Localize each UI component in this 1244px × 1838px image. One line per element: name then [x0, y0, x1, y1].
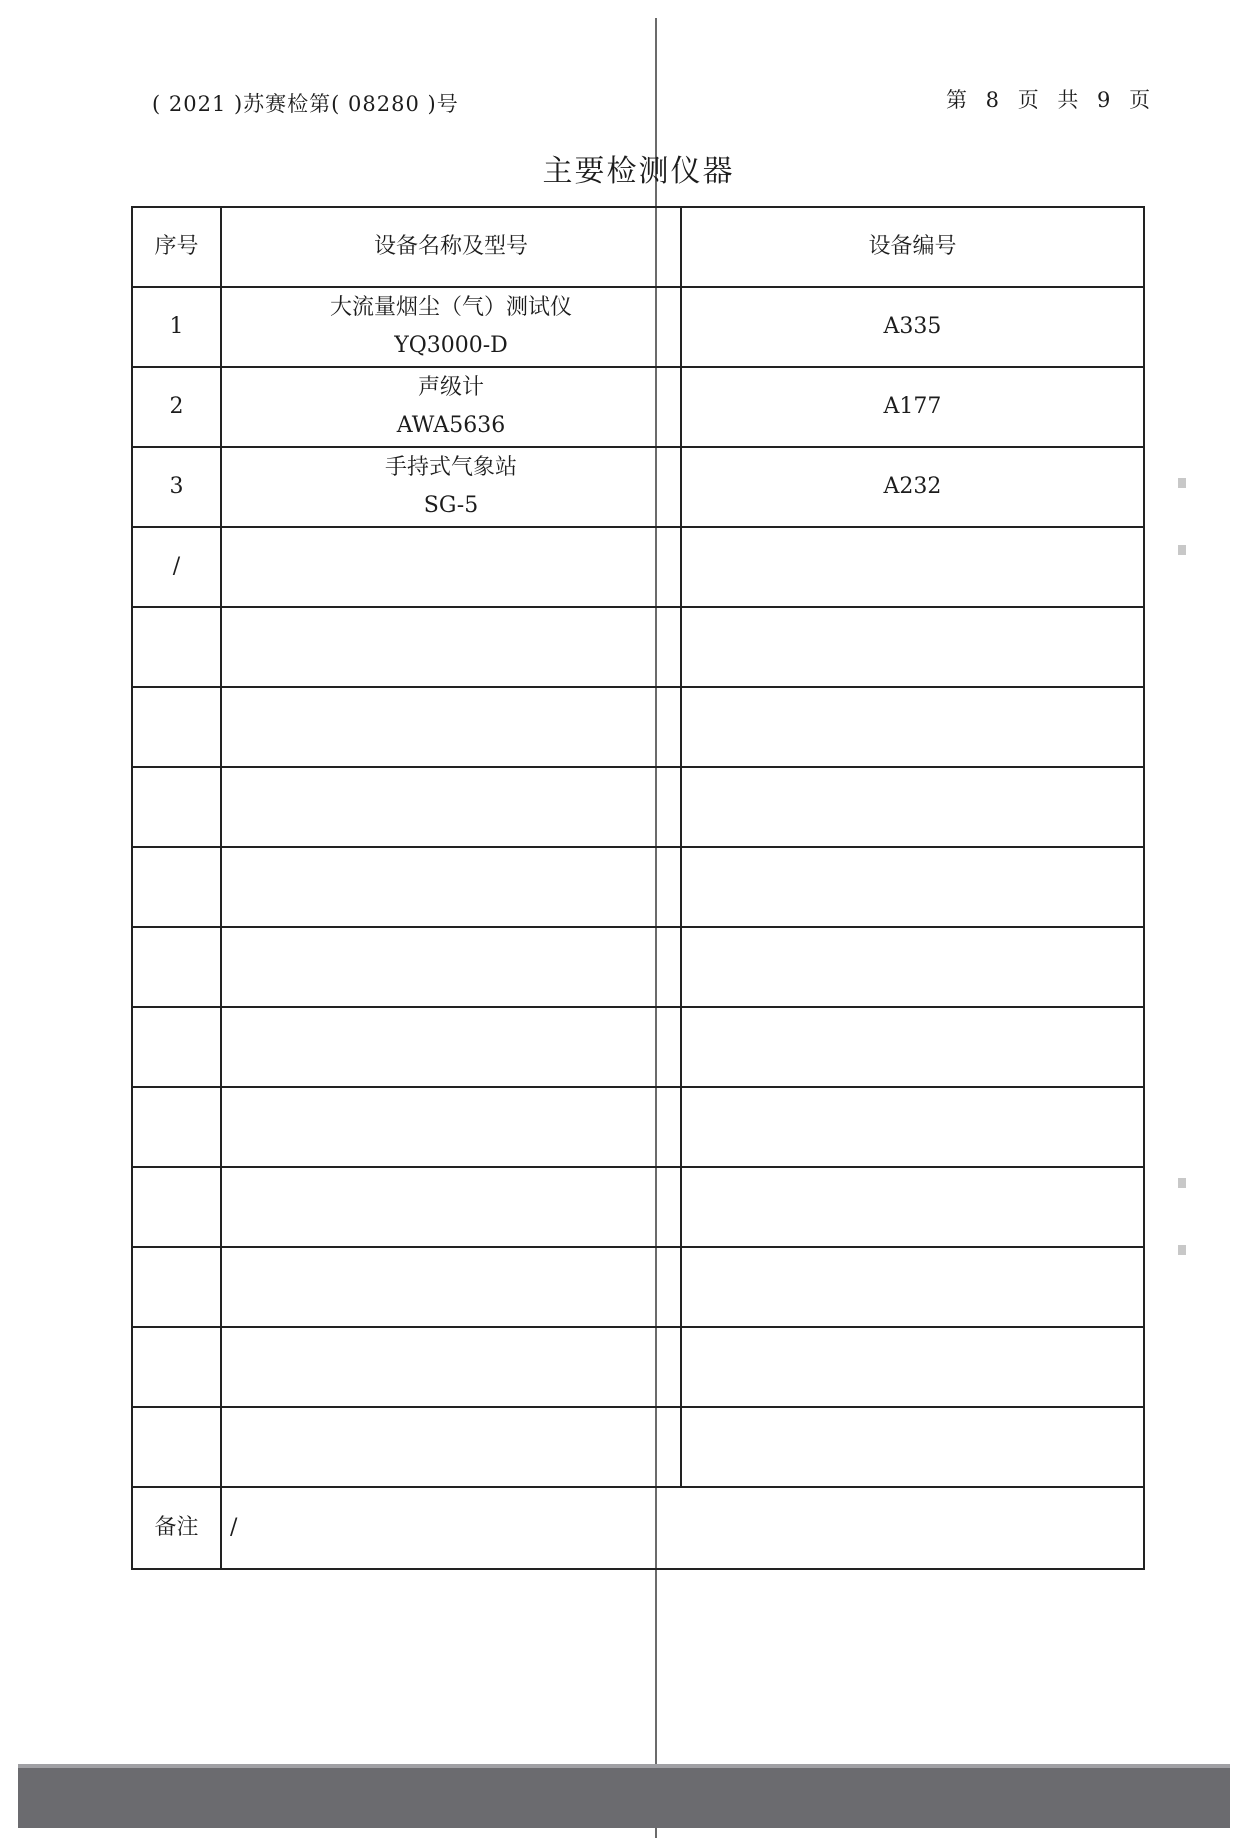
remarks-row	[132, 1487, 1144, 1569]
remarks-label: 备注	[132, 1487, 221, 1569]
cell-code	[681, 847, 1144, 927]
table-row	[132, 1167, 1144, 1247]
cell-code	[681, 527, 1144, 607]
cell-name-model	[221, 767, 681, 847]
cell-code	[681, 1327, 1144, 1407]
column-header-no: 序号	[132, 207, 221, 287]
cell-code: A335	[681, 287, 1144, 367]
cell-no	[132, 1407, 221, 1487]
table-header-row	[132, 207, 1144, 287]
cell-no	[132, 1327, 221, 1407]
column-header-code: 设备编号	[681, 207, 1144, 287]
cell-name-model	[221, 687, 681, 767]
scan-edge-mark	[1178, 545, 1186, 555]
cell-model: YQ3000-D	[394, 333, 508, 358]
cell-name-model	[221, 1247, 681, 1327]
cell-name: 声级计	[417, 375, 484, 400]
table-row	[132, 527, 1144, 607]
cell-name-model	[221, 287, 681, 367]
cell-no	[132, 687, 221, 767]
cell-no: /	[132, 527, 221, 607]
cell-no	[132, 847, 221, 927]
cell-code	[681, 767, 1144, 847]
cell-code: A177	[681, 367, 1144, 447]
scan-edge-mark	[1178, 478, 1186, 488]
cell-name-model	[221, 367, 681, 447]
table-row	[132, 287, 1144, 367]
table-row	[132, 607, 1144, 687]
cell-name-model	[221, 607, 681, 687]
cell-name-model	[221, 1167, 681, 1247]
table-row	[132, 767, 1144, 847]
cell-no	[132, 1167, 221, 1247]
cell-no: 1	[132, 287, 221, 367]
table-row	[132, 367, 1144, 447]
cell-code	[681, 1167, 1144, 1247]
cell-code	[681, 1247, 1144, 1327]
cell-name-model	[221, 447, 681, 527]
cell-code	[681, 927, 1144, 1007]
cell-name-model	[221, 1407, 681, 1487]
cell-no	[132, 1007, 221, 1087]
scan-edge-mark	[1178, 1178, 1186, 1188]
cell-name: 大流量烟尘（气）测试仪	[329, 295, 572, 320]
table-row	[132, 847, 1144, 927]
cell-code: A232	[681, 447, 1144, 527]
table-row	[132, 687, 1144, 767]
cell-no	[132, 927, 221, 1007]
cell-code	[681, 1407, 1144, 1487]
table-row	[132, 927, 1144, 1007]
table-row	[132, 447, 1144, 527]
page-info: 第 8 页 共 9 页	[946, 88, 1157, 112]
column-header-name-model: 设备名称及型号	[221, 207, 681, 287]
cell-no	[132, 607, 221, 687]
cell-no	[132, 1087, 221, 1167]
cell-name: 手持式气象站	[384, 455, 517, 480]
cell-no: 2	[132, 367, 221, 447]
cell-no	[132, 767, 221, 847]
scan-edge-mark	[1178, 1245, 1186, 1255]
cell-no	[132, 1247, 221, 1327]
cell-name-model	[221, 927, 681, 1007]
cell-code	[681, 607, 1144, 687]
cell-code	[681, 687, 1144, 767]
cell-name-model	[221, 1087, 681, 1167]
cell-model: SG-5	[423, 493, 479, 518]
table-row	[132, 1327, 1144, 1407]
page-title: 主要检测仪器	[542, 154, 735, 189]
scanner-bottom-band	[18, 1768, 1230, 1828]
remarks-value: /	[221, 1487, 1144, 1569]
cell-no: 3	[132, 447, 221, 527]
cell-name-model	[221, 847, 681, 927]
table-row	[132, 1247, 1144, 1327]
table-row	[132, 1007, 1144, 1087]
cell-model: AWA5636	[396, 413, 506, 438]
cell-code	[681, 1007, 1144, 1087]
table-row	[132, 1407, 1144, 1487]
cell-name-model	[221, 527, 681, 607]
table-row	[132, 1087, 1144, 1167]
cell-name-model	[221, 1327, 681, 1407]
cell-name-model	[221, 1007, 681, 1087]
cell-code	[681, 1087, 1144, 1167]
instrument-table	[131, 206, 1145, 1570]
report-number: ( 2021 )苏赛检第( 08280 )号	[152, 92, 459, 116]
